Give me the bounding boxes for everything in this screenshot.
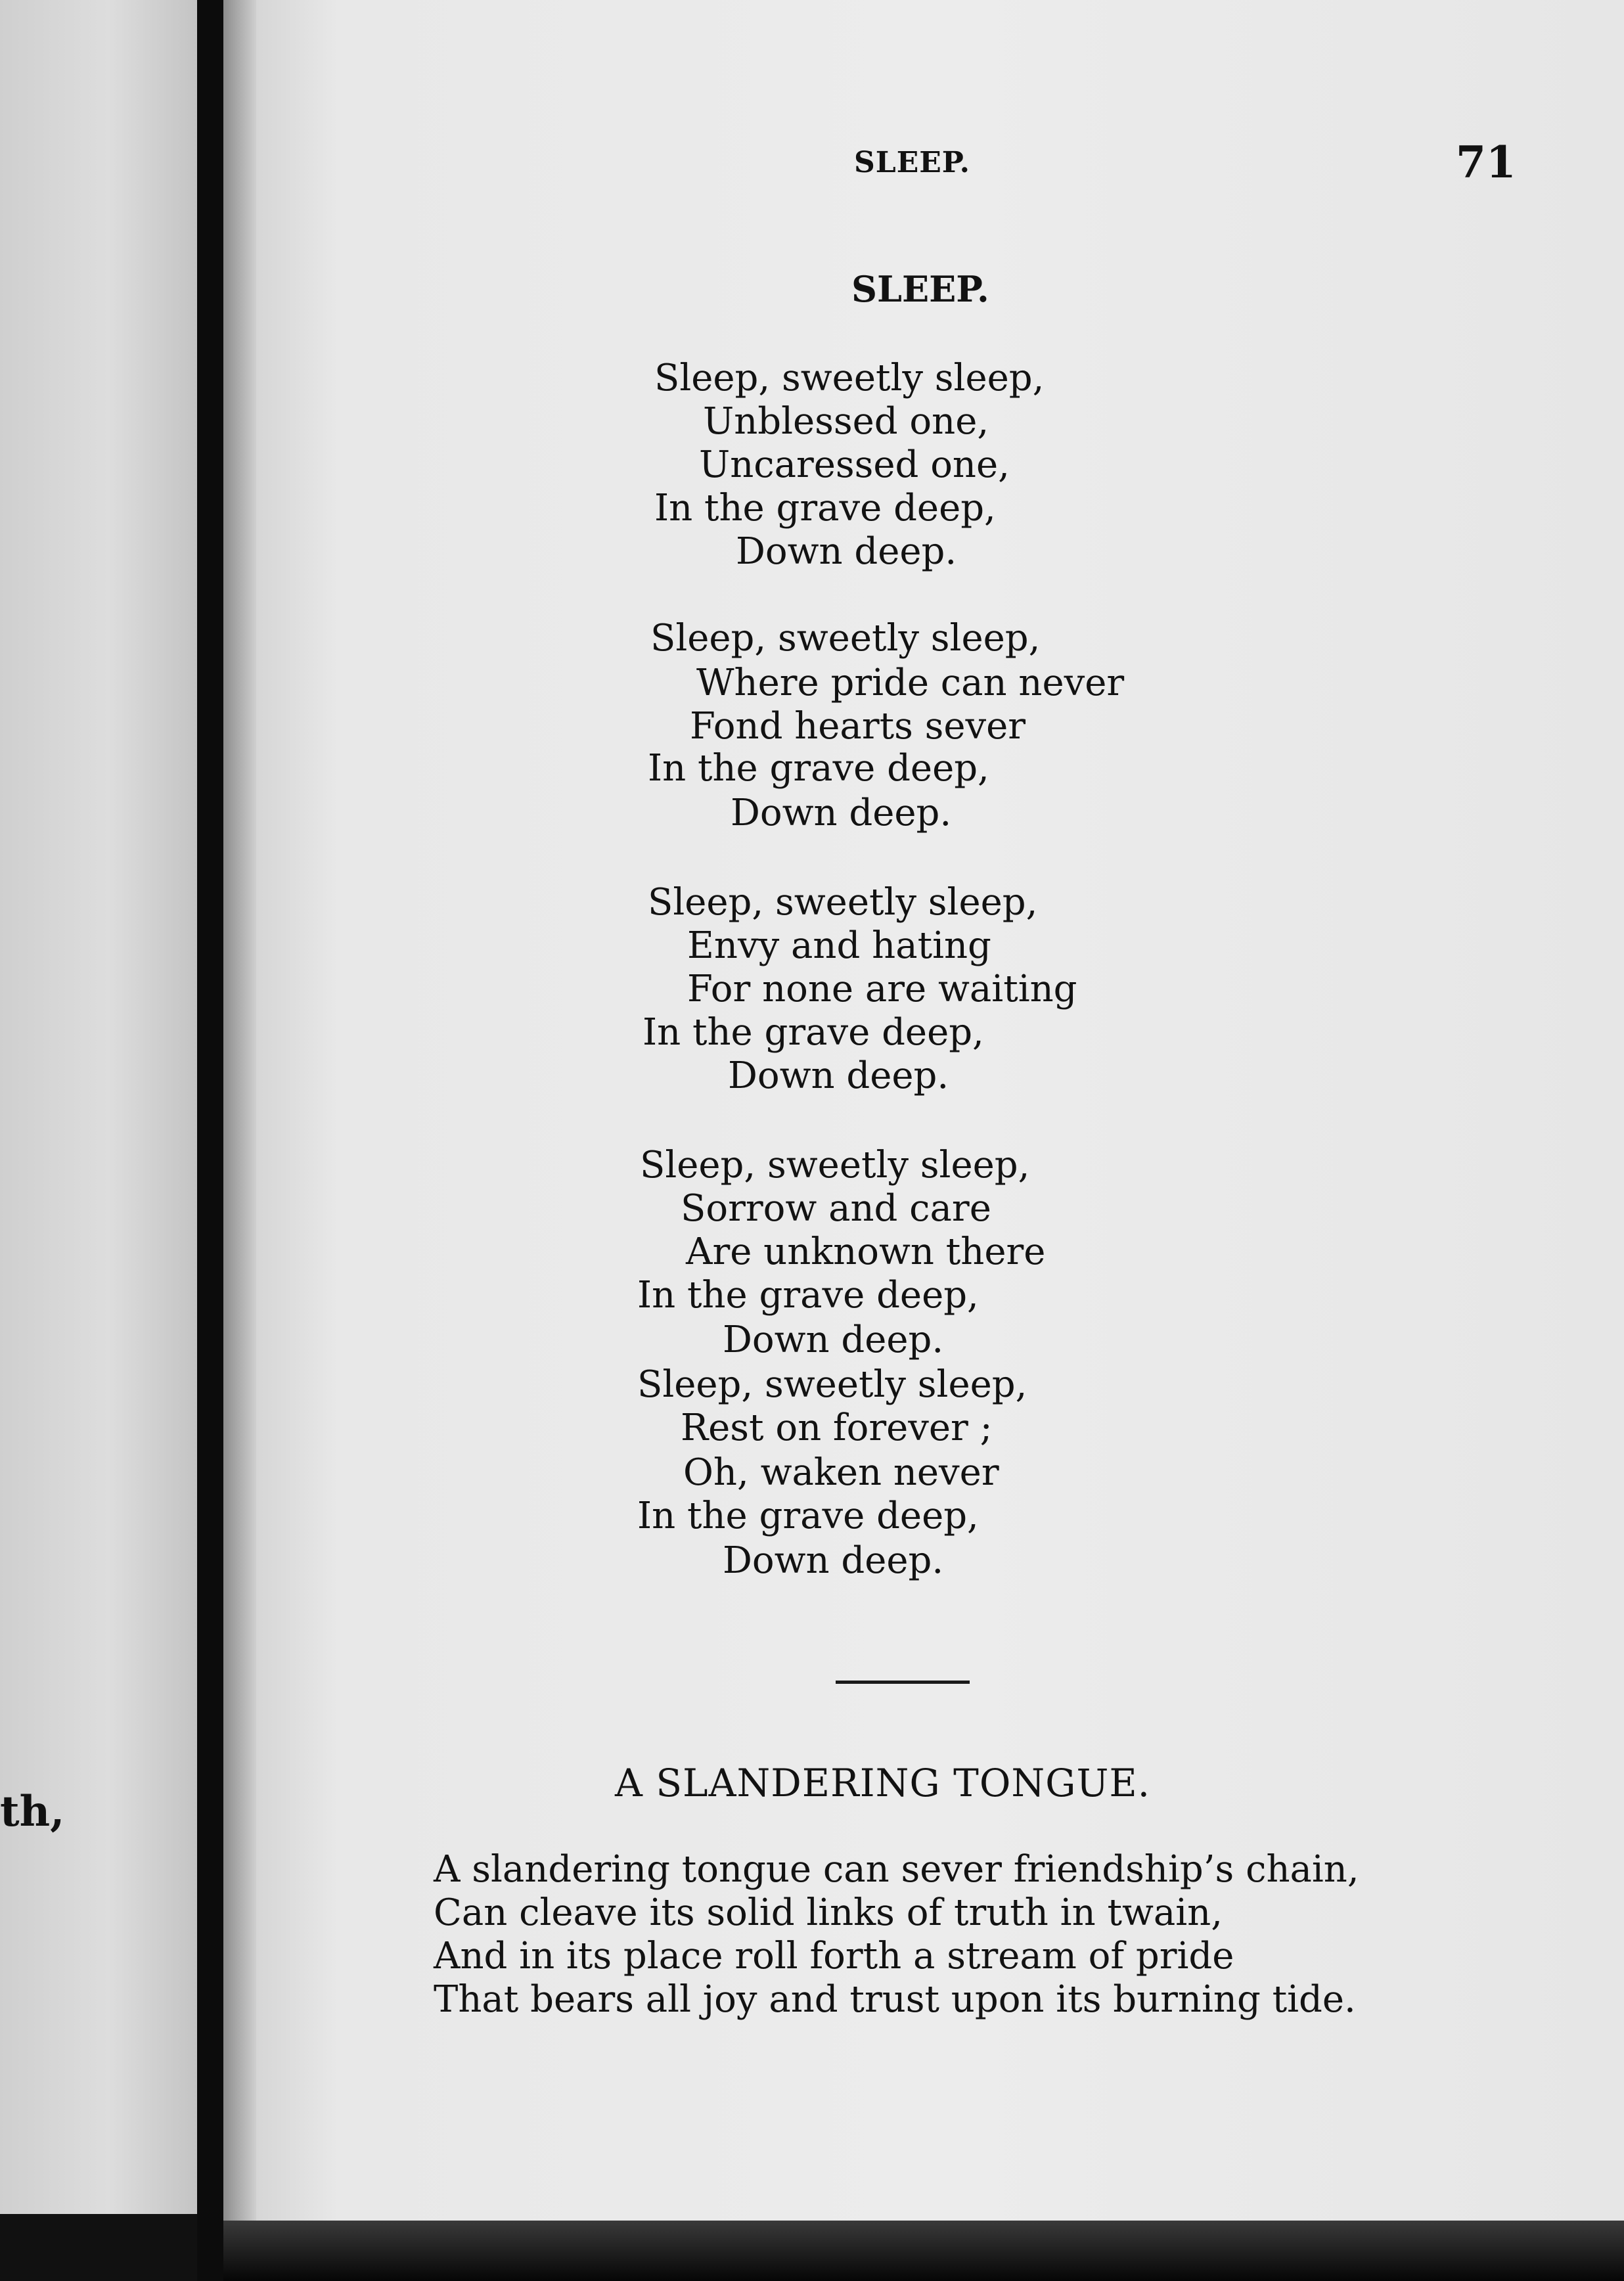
poem-line: And in its place roll forth a stream of pride	[434, 1935, 1234, 1977]
page-number: 71	[1456, 137, 1516, 188]
poem-title: A SLANDERING TONGUE.	[615, 1761, 1151, 1805]
running-header: SLEEP.	[854, 146, 970, 179]
poem-line: Fond hearts sever	[690, 705, 1026, 748]
poem-line: That bears all joy and trust upon its burning tide.	[434, 1978, 1356, 2021]
poem-line: In the grave deep,	[637, 1495, 979, 1537]
poem-line: Down deep.	[731, 792, 952, 834]
poem-line: Down deep.	[736, 530, 957, 573]
poem-line: Can cleave its solid links of truth in twain,	[434, 1891, 1223, 1934]
poem-line: Sleep, sweetly sleep,	[640, 1144, 1030, 1186]
poem-line: Sorrow and care	[681, 1187, 991, 1230]
previous-page	[0, 0, 197, 2214]
poem-line: Where pride can never	[696, 662, 1125, 704]
book-gutter	[197, 0, 223, 2281]
poem-title: SLEEP.	[851, 268, 989, 310]
poem-line: In the grave deep,	[643, 1011, 984, 1054]
section-divider	[836, 1681, 970, 1684]
poem-line: In the grave deep,	[654, 487, 996, 530]
poem-line: Envy and hating	[687, 924, 991, 967]
poem-line: Unblessed one,	[703, 400, 989, 443]
poem-line: Sleep, sweetly sleep,	[650, 617, 1041, 660]
page-bottom-edge	[223, 2221, 1624, 2281]
poem-line: Down deep.	[723, 1539, 944, 1582]
poem-line: Down deep.	[728, 1054, 949, 1097]
poem-line: Sleep, sweetly sleep,	[654, 357, 1045, 399]
poem-line: In the grave deep,	[648, 747, 989, 790]
gutter-shadow	[223, 0, 256, 2234]
poem-line: Are unknown there	[686, 1231, 1046, 1273]
poem-line: Down deep.	[723, 1319, 944, 1361]
poem-line: In the grave deep,	[637, 1274, 979, 1317]
poem-line: Rest on forever ;	[681, 1407, 993, 1449]
poem-line: Sleep, sweetly sleep,	[637, 1363, 1027, 1406]
poem-line: Uncaressed one,	[699, 443, 1010, 486]
poem-line: Oh, waken never	[683, 1451, 999, 1494]
poem-line: Sleep, sweetly sleep,	[648, 881, 1038, 924]
poem-line: For none are waiting	[687, 968, 1077, 1010]
previous-page-fragment: th,	[0, 1787, 65, 1836]
poem-line: A slandering tongue can sever friendship’s chain,	[434, 1848, 1359, 1891]
